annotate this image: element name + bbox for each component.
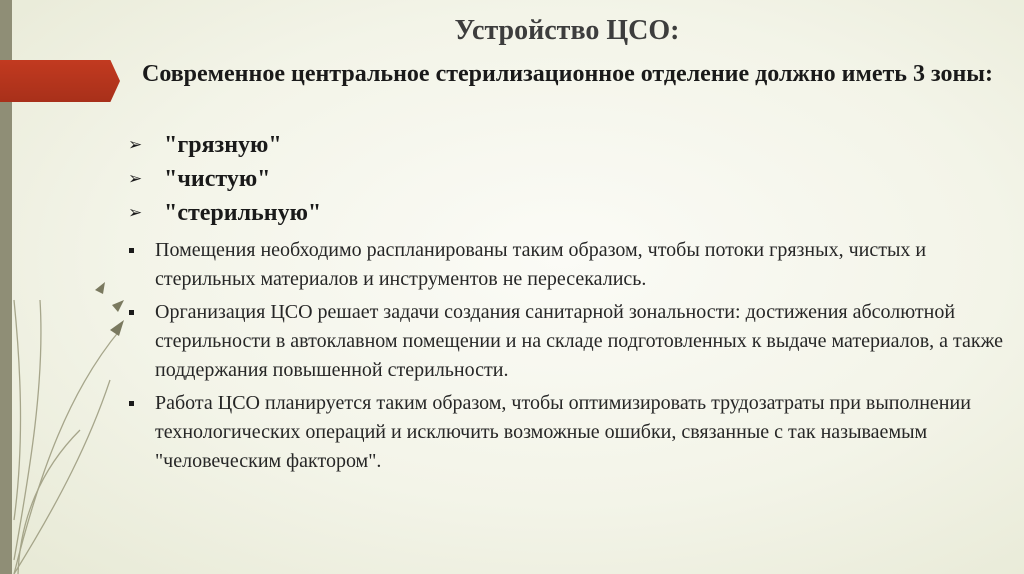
square-bullet-icon <box>129 310 134 315</box>
point-text: Помещения необходимо распланированы таким образом, чтобы потоки грязных, чистых и стерильных материалов и инструментов не пересекались. <box>155 239 927 290</box>
point-item <box>126 236 1006 294</box>
zone-label: "грязную" <box>164 131 282 158</box>
arrow-bullet-icon: ➢ <box>128 135 143 155</box>
square-bullet-icon <box>129 248 134 253</box>
zone-item <box>128 128 321 162</box>
point-text: Работа ЦСО планируется таким образом, чтобы оптимизировать трудозатраты при выполнении технологических операций и исключить возможные ошибки, связанные с так называемым "человеческим фактором". <box>155 392 971 472</box>
point-item <box>126 389 1006 476</box>
slide-title: Устройство ЦСО: <box>454 15 680 46</box>
zones-list <box>128 128 321 230</box>
square-bullet-icon <box>129 401 134 406</box>
slide-subtitle: Современное центральное стерилизационное отделение должно иметь 3 зоны: <box>141 61 994 87</box>
zone-item <box>128 196 321 230</box>
point-text: Организация ЦСО решает задачи создания санитарной зональности: достижения абсолютной стерильности в автоклавном помещении и на складе подготовленных к выдаче материалов, а также поддержания повышенной стерильности. <box>155 301 1004 381</box>
arrow-bullet-icon: ➢ <box>128 203 143 223</box>
points-list <box>126 236 1006 480</box>
arrow-bullet-icon: ➢ <box>128 169 143 189</box>
zone-label: "стерильную" <box>164 199 322 226</box>
zone-label: "чистую" <box>164 165 271 192</box>
zone-item <box>128 162 321 196</box>
accent-red-tab <box>0 60 120 102</box>
point-item <box>126 298 1006 385</box>
